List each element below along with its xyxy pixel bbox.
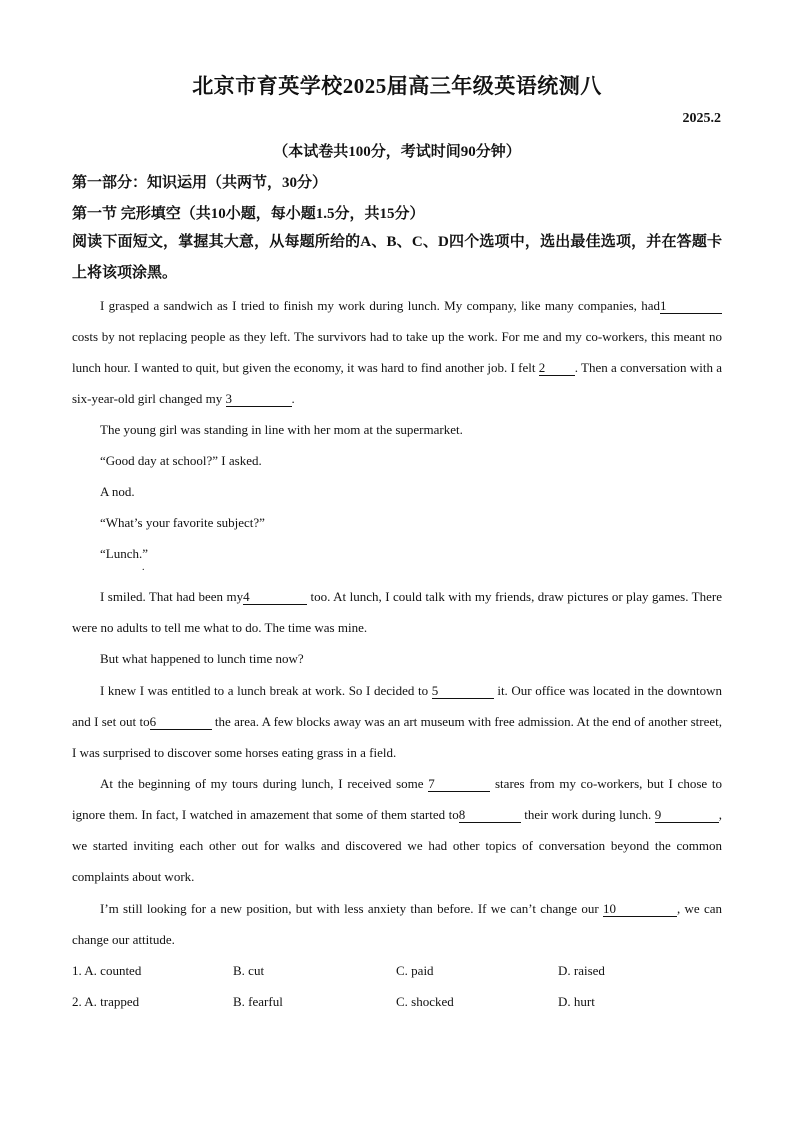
question-1-option-c[interactable]: C. paid (396, 963, 434, 978)
blank-4: 4 (243, 590, 307, 605)
blank-6: 6 (150, 715, 212, 730)
dialogue-line: “What’s your favorite subject?” (100, 515, 265, 530)
dialogue-line: The young girl was standing in line with her mom at the supermarket. (100, 422, 463, 437)
blank-5: 5 (432, 684, 494, 699)
blank-7: 7 (428, 777, 490, 792)
question-2-option-a[interactable]: 2. A. trapped (72, 994, 140, 1009)
question-2-option-d[interactable]: D. hurt (558, 994, 595, 1009)
blank-9: 9 (655, 808, 719, 823)
instructions: 阅读下面短文，掌握其大意，从每题所给的A、B、C、D四个选项中，选出最佳选项，并在答题卡上将该项涂黑。 (72, 234, 722, 281)
exam-title: 北京市育英学校2025届高三年级英语统测八 (192, 74, 602, 98)
paragraph-line: But what happened to lunch time now? (100, 651, 304, 666)
question-2-option-c[interactable]: C. shocked (396, 994, 454, 1009)
part-heading: 第一部分：知识运用（共两节，30分） (72, 175, 328, 191)
paragraph-4: At the beginning of my tours during lunch, I received some 7 stares from my co-workers, but I chose to ignore them. In fact, I watched in amazement that some of them started to8 their work during lunch. 9 , we started inviting each other out for walks and discovered we had other topics of conversation beyond the common complaints about work. (72, 776, 722, 884)
dialogue-line: “Good day at school?” I asked. (100, 453, 262, 468)
blank-8: 8 (459, 808, 521, 823)
blank-2: 2 (539, 361, 575, 376)
paragraph-3: I knew I was entitled to a lunch break at work. So I decided to 5 it. Our office was located in the downtown and I set out to6 the area. A few blocks away was an art museum with free admission. At the end of another street, I was surprised to discover some horses eating grass in a field. (72, 683, 723, 760)
section-heading: 第一节 完形填空（共10小题，每小题1.5分，共15分） (72, 206, 425, 222)
blank-3: 3 (226, 392, 292, 407)
dialogue-line: A nod. (100, 484, 135, 499)
blank-1: 1 (660, 299, 722, 314)
exam-note: （本试卷共100分，考试时间90分钟） (273, 144, 521, 160)
stray-mark: . (142, 562, 145, 573)
question-1-option-d[interactable]: D. raised (558, 963, 605, 978)
question-2-option-b[interactable]: B. fearful (233, 994, 283, 1009)
question-1-option-a[interactable]: 1. A. counted (72, 963, 142, 978)
exam-date: 2025.2 (682, 111, 721, 126)
question-1-option-b[interactable]: B. cut (233, 963, 265, 978)
paragraph-2: I smiled. That had been my4 too. At lunch, I could talk with my friends, draw pictures or play games. There were no adults to tell me what to do. The time was mine. (72, 589, 722, 635)
paragraph-5: I’m still looking for a new position, but with less anxiety than before. If we can’t change our 10 , we can change our attitude. (72, 901, 723, 947)
dialogue-line: “Lunch.” (100, 546, 149, 561)
blank-10: 10 (603, 902, 677, 917)
paragraph-1: I grasped a sandwich as I tried to finish my work during lunch. My company, like many companies, had1 costs by not replacing people as they left. The survivors had to take up the work. For me and my co-workers, this meant no lunch hour. I wanted to quit, but given the economy, it was hard to find another job. I felt 2 . Then a conversation with a six-year-old girl changed my 3 . (72, 298, 723, 406)
